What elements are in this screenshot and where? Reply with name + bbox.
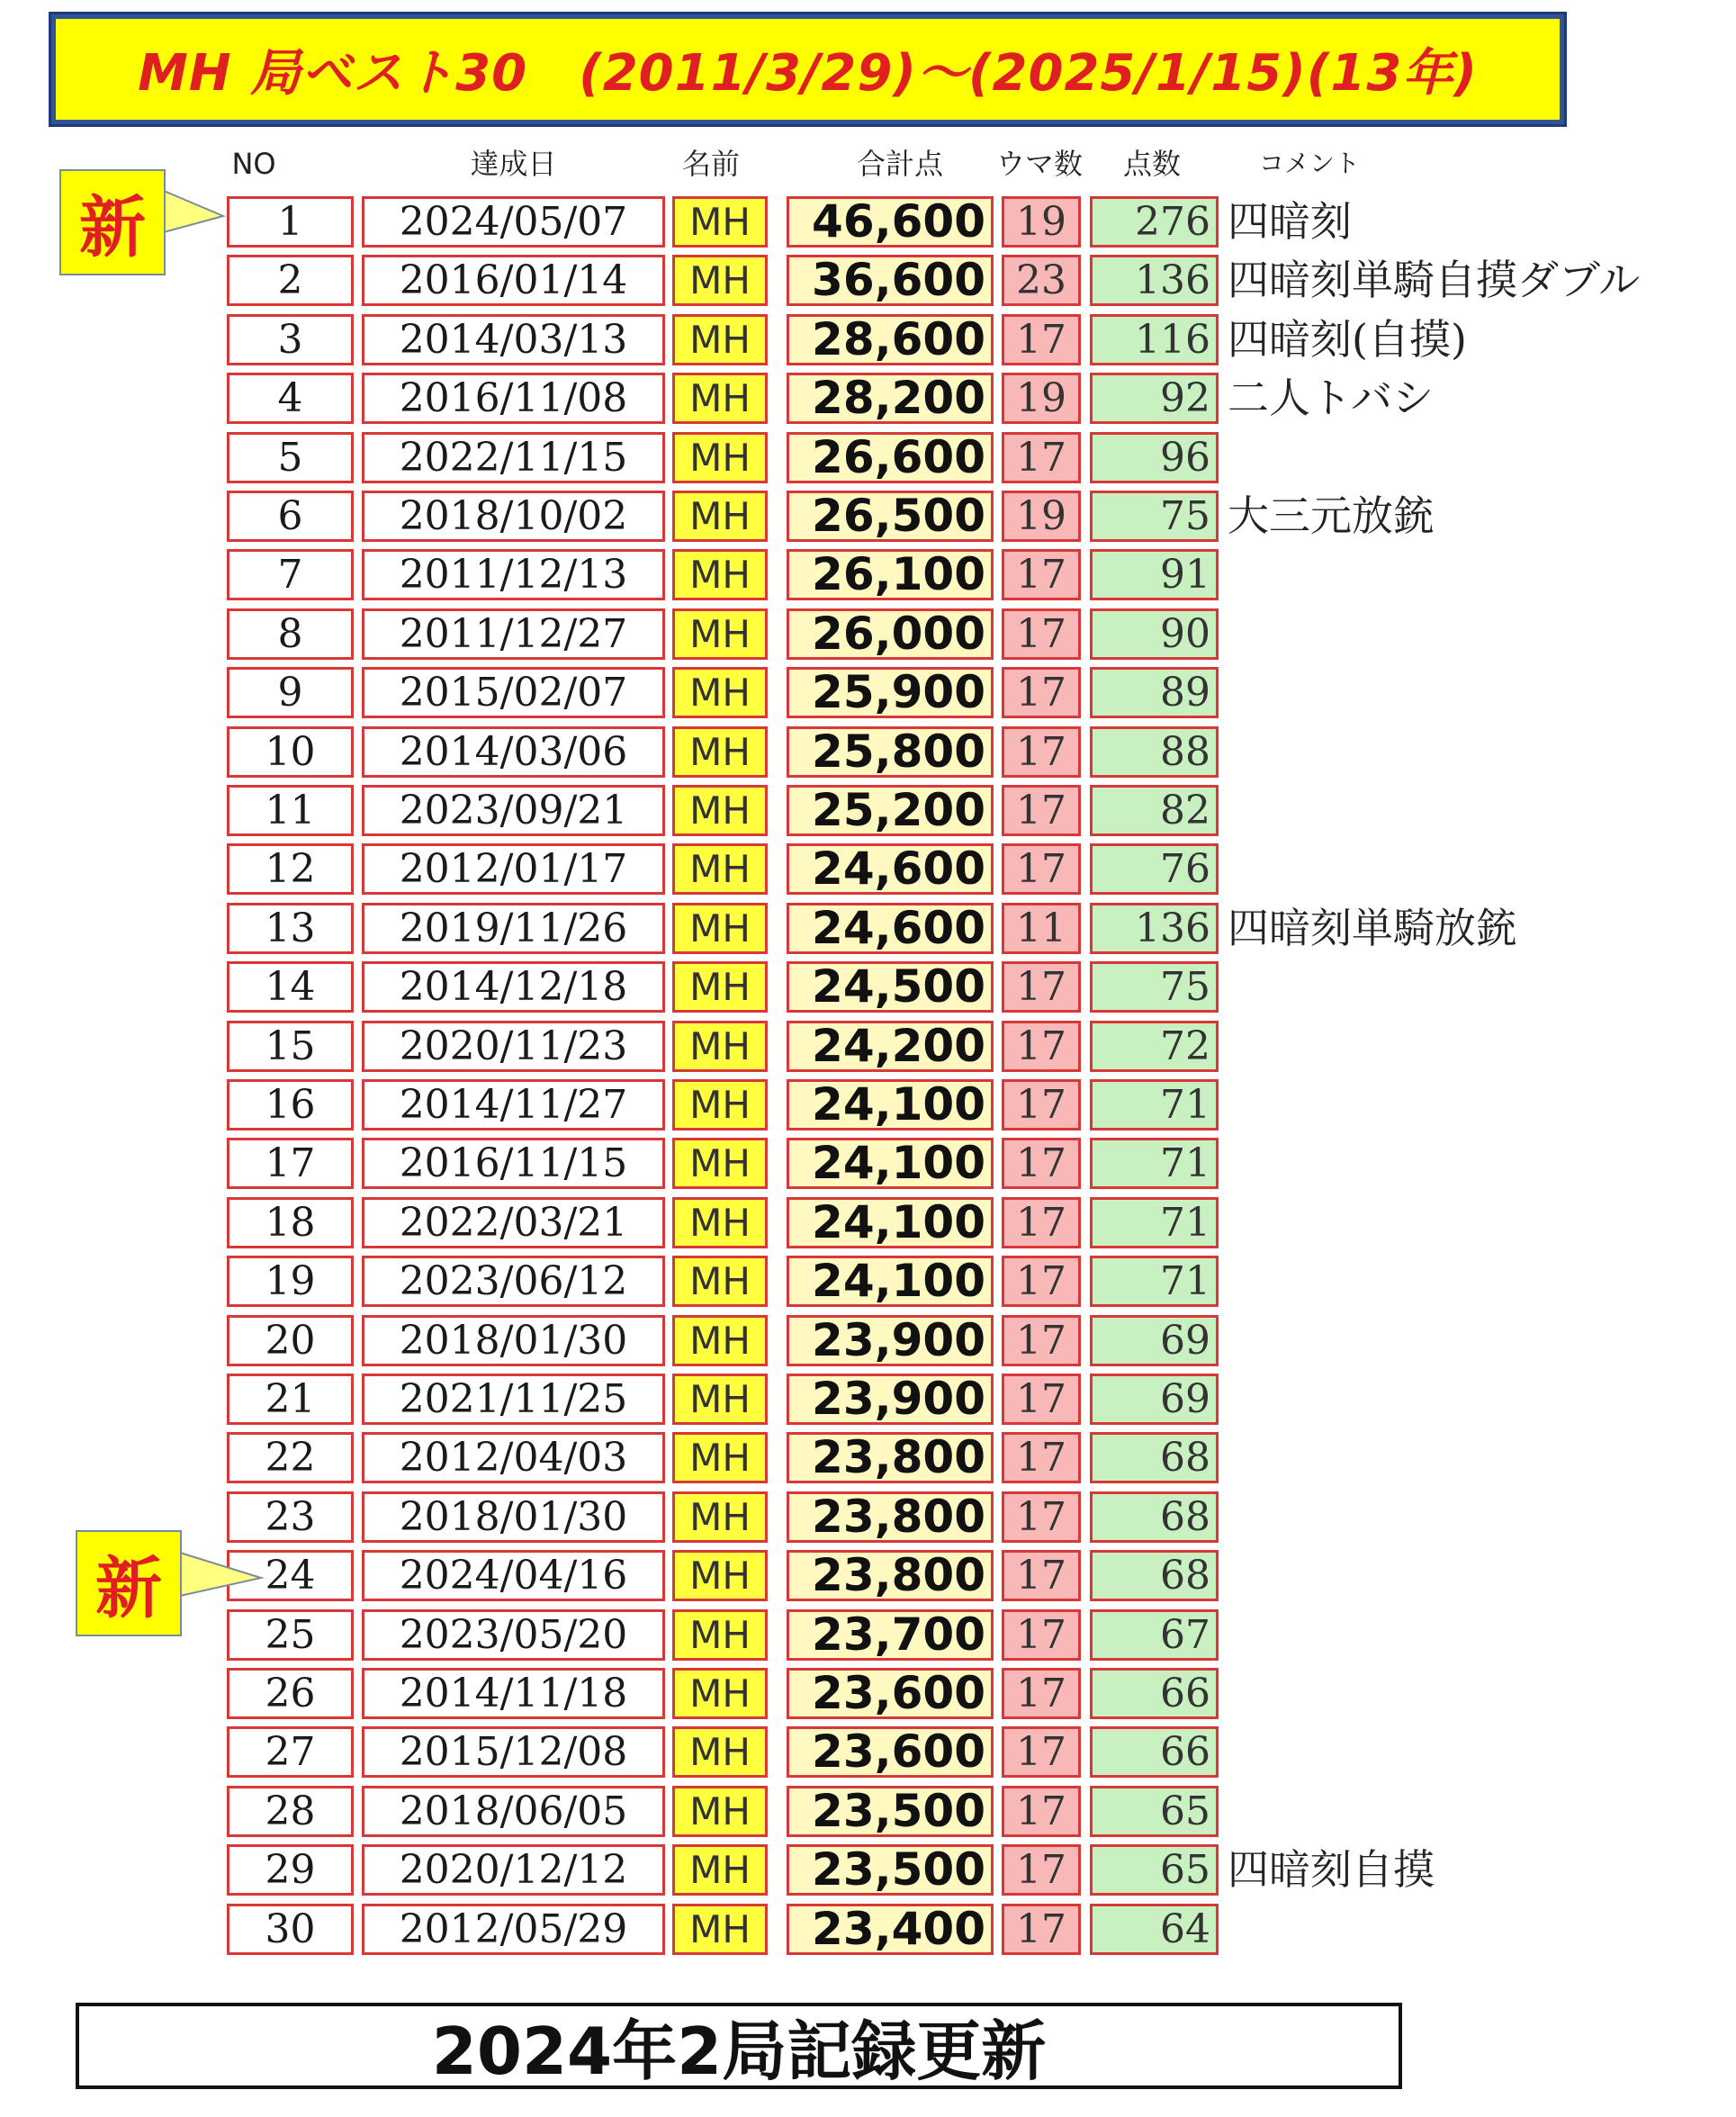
row-name: MH bbox=[672, 961, 768, 1013]
row-name: MH bbox=[672, 314, 768, 365]
row-points: 116 bbox=[1090, 314, 1219, 365]
row-no: 7 bbox=[227, 549, 354, 600]
row-points: 96 bbox=[1090, 432, 1219, 483]
row-date: 2022/11/15 bbox=[362, 432, 665, 483]
row-points: 64 bbox=[1090, 1904, 1219, 1955]
page-title: MH 局ベスト30 (2011/3/29)～(2025/1/15)(13年) bbox=[138, 44, 1478, 103]
row-total: 24,600 bbox=[787, 903, 994, 954]
row-total: 26,000 bbox=[787, 608, 994, 660]
row-name: MH bbox=[672, 1197, 768, 1248]
row-points: 71 bbox=[1090, 1079, 1219, 1131]
row-uma: 17 bbox=[1002, 1197, 1081, 1248]
row-uma: 17 bbox=[1002, 314, 1081, 365]
row-uma: 17 bbox=[1002, 667, 1081, 718]
row-no: 10 bbox=[227, 726, 354, 778]
row-uma: 19 bbox=[1002, 491, 1081, 542]
row-points: 136 bbox=[1090, 903, 1219, 954]
new-badge-2: 新 bbox=[76, 1530, 182, 1636]
row-points: 65 bbox=[1090, 1844, 1219, 1896]
row-total: 46,600 bbox=[787, 196, 994, 248]
row-points: 71 bbox=[1090, 1256, 1219, 1307]
row-comment: 四暗刻自摸 bbox=[1228, 1845, 1435, 1894]
row-total: 26,500 bbox=[787, 491, 994, 542]
row-name: MH bbox=[672, 843, 768, 895]
row-name: MH bbox=[672, 667, 768, 718]
header-no: NO bbox=[231, 147, 276, 181]
row-no: 28 bbox=[227, 1786, 354, 1837]
row-points: 89 bbox=[1090, 667, 1219, 718]
row-name: MH bbox=[672, 1315, 768, 1366]
row-date: 2012/01/17 bbox=[362, 843, 665, 895]
row-comment: 四暗刻(自摸) bbox=[1228, 315, 1467, 364]
row-no: 1 bbox=[227, 196, 354, 248]
row-name: MH bbox=[672, 255, 768, 306]
row-no: 15 bbox=[227, 1021, 354, 1072]
row-uma: 17 bbox=[1002, 1315, 1081, 1366]
row-date: 2018/01/30 bbox=[362, 1491, 665, 1543]
row-date: 2022/03/21 bbox=[362, 1197, 665, 1248]
row-total: 24,500 bbox=[787, 961, 994, 1013]
row-name: MH bbox=[672, 785, 768, 836]
row-uma: 17 bbox=[1002, 1256, 1081, 1307]
row-no: 2 bbox=[227, 255, 354, 306]
row-name: MH bbox=[672, 1844, 768, 1896]
header-uma: ウマ数 bbox=[995, 147, 1083, 181]
row-date: 2014/12/18 bbox=[362, 961, 665, 1013]
row-no: 26 bbox=[227, 1668, 354, 1719]
row-no: 3 bbox=[227, 314, 354, 365]
footer-banner bbox=[76, 2003, 1402, 2089]
row-date: 2018/10/02 bbox=[362, 491, 665, 542]
row-date: 2024/05/07 bbox=[362, 196, 665, 248]
row-date: 2012/05/29 bbox=[362, 1904, 665, 1955]
row-points: 90 bbox=[1090, 608, 1219, 660]
row-name: MH bbox=[672, 196, 768, 248]
row-date: 2016/01/14 bbox=[362, 255, 665, 306]
row-total: 26,100 bbox=[787, 549, 994, 600]
row-name: MH bbox=[672, 1374, 768, 1425]
row-name: MH bbox=[672, 903, 768, 954]
row-name: MH bbox=[672, 1256, 768, 1307]
row-points: 69 bbox=[1090, 1315, 1219, 1366]
row-total: 23,900 bbox=[787, 1315, 994, 1366]
row-uma: 17 bbox=[1002, 843, 1081, 895]
row-date: 2023/09/21 bbox=[362, 785, 665, 836]
row-uma: 19 bbox=[1002, 196, 1081, 248]
row-name: MH bbox=[672, 1138, 768, 1189]
row-total: 36,600 bbox=[787, 255, 994, 306]
row-uma: 17 bbox=[1002, 1786, 1081, 1837]
row-uma: 19 bbox=[1002, 373, 1081, 424]
header-date: 達成日 bbox=[470, 147, 557, 181]
row-no: 24 bbox=[227, 1550, 354, 1601]
row-no: 23 bbox=[227, 1491, 354, 1543]
row-total: 23,800 bbox=[787, 1550, 994, 1601]
header-points: 点数 bbox=[1122, 147, 1181, 181]
row-no: 19 bbox=[227, 1256, 354, 1307]
row-uma: 11 bbox=[1002, 903, 1081, 954]
title-banner bbox=[51, 14, 1564, 124]
row-name: MH bbox=[672, 549, 768, 600]
row-points: 91 bbox=[1090, 549, 1219, 600]
row-no: 18 bbox=[227, 1197, 354, 1248]
row-date: 2023/06/12 bbox=[362, 1256, 665, 1307]
row-total: 23,500 bbox=[787, 1844, 994, 1896]
row-no: 5 bbox=[227, 432, 354, 483]
row-name: MH bbox=[672, 1726, 768, 1778]
row-date: 2024/04/16 bbox=[362, 1550, 665, 1601]
row-total: 23,700 bbox=[787, 1609, 994, 1661]
row-no: 21 bbox=[227, 1374, 354, 1425]
row-date: 2015/02/07 bbox=[362, 667, 665, 718]
row-name: MH bbox=[672, 1079, 768, 1131]
new-badge-1: 新 bbox=[59, 169, 166, 275]
row-name: MH bbox=[672, 1550, 768, 1601]
row-date: 2018/06/05 bbox=[362, 1786, 665, 1837]
row-points: 82 bbox=[1090, 785, 1219, 836]
row-points: 136 bbox=[1090, 255, 1219, 306]
row-total: 23,800 bbox=[787, 1491, 994, 1543]
row-total: 24,100 bbox=[787, 1256, 994, 1307]
row-name: MH bbox=[672, 1609, 768, 1661]
row-name: MH bbox=[672, 491, 768, 542]
row-uma: 17 bbox=[1002, 1550, 1081, 1601]
row-points: 76 bbox=[1090, 843, 1219, 895]
row-total: 23,800 bbox=[787, 1432, 994, 1483]
row-name: MH bbox=[672, 1668, 768, 1719]
row-points: 75 bbox=[1090, 961, 1219, 1013]
row-uma: 17 bbox=[1002, 1021, 1081, 1072]
row-uma: 17 bbox=[1002, 432, 1081, 483]
row-uma: 17 bbox=[1002, 608, 1081, 660]
row-uma: 17 bbox=[1002, 726, 1081, 778]
row-date: 2021/11/25 bbox=[362, 1374, 665, 1425]
row-total: 24,100 bbox=[787, 1079, 994, 1131]
row-total: 23,600 bbox=[787, 1726, 994, 1778]
row-no: 27 bbox=[227, 1726, 354, 1778]
row-date: 2012/04/03 bbox=[362, 1432, 665, 1483]
row-total: 23,500 bbox=[787, 1786, 994, 1837]
row-date: 2020/11/23 bbox=[362, 1021, 665, 1072]
row-total: 23,600 bbox=[787, 1668, 994, 1719]
row-comment: 四暗刻単騎自摸ダブル bbox=[1228, 256, 1641, 304]
row-name: MH bbox=[672, 608, 768, 660]
header-comment: コメント bbox=[1258, 149, 1360, 178]
row-total: 25,900 bbox=[787, 667, 994, 718]
row-no: 13 bbox=[227, 903, 354, 954]
row-comment: 二人トバシ bbox=[1228, 374, 1435, 422]
row-points: 68 bbox=[1090, 1432, 1219, 1483]
row-points: 66 bbox=[1090, 1668, 1219, 1719]
row-no: 17 bbox=[227, 1138, 354, 1189]
row-no: 9 bbox=[227, 667, 354, 718]
row-points: 71 bbox=[1090, 1138, 1219, 1189]
row-no: 14 bbox=[227, 961, 354, 1013]
row-name: MH bbox=[672, 726, 768, 778]
row-total: 24,200 bbox=[787, 1021, 994, 1072]
row-name: MH bbox=[672, 1491, 768, 1543]
row-name: MH bbox=[672, 1432, 768, 1483]
row-uma: 17 bbox=[1002, 1844, 1081, 1896]
row-total: 24,100 bbox=[787, 1197, 994, 1248]
row-date: 2011/12/27 bbox=[362, 608, 665, 660]
row-no: 29 bbox=[227, 1844, 354, 1896]
new-badge-pointer-1 bbox=[164, 191, 223, 232]
header-total: 合計点 bbox=[856, 147, 943, 181]
row-date: 2023/05/20 bbox=[362, 1609, 665, 1661]
row-total: 24,600 bbox=[787, 843, 994, 895]
row-name: MH bbox=[672, 1786, 768, 1837]
row-total: 26,600 bbox=[787, 432, 994, 483]
row-points: 75 bbox=[1090, 491, 1219, 542]
row-points: 276 bbox=[1090, 196, 1219, 248]
row-date: 2014/03/13 bbox=[362, 314, 665, 365]
row-points: 71 bbox=[1090, 1197, 1219, 1248]
header-name: 名前 bbox=[681, 147, 740, 181]
row-uma: 23 bbox=[1002, 255, 1081, 306]
row-points: 88 bbox=[1090, 726, 1219, 778]
row-no: 25 bbox=[227, 1609, 354, 1661]
row-name: MH bbox=[672, 432, 768, 483]
row-total: 28,200 bbox=[787, 373, 994, 424]
row-comment: 四暗刻単騎放銃 bbox=[1228, 904, 1517, 952]
row-points: 72 bbox=[1090, 1021, 1219, 1072]
row-name: MH bbox=[672, 373, 768, 424]
row-comment: 大三元放銃 bbox=[1228, 491, 1435, 540]
row-no: 12 bbox=[227, 843, 354, 895]
row-points: 69 bbox=[1090, 1374, 1219, 1425]
row-uma: 17 bbox=[1002, 1432, 1081, 1483]
row-points: 67 bbox=[1090, 1609, 1219, 1661]
row-uma: 17 bbox=[1002, 1904, 1081, 1955]
row-points: 92 bbox=[1090, 373, 1219, 424]
row-date: 2014/11/27 bbox=[362, 1079, 665, 1131]
row-uma: 17 bbox=[1002, 1079, 1081, 1131]
row-date: 2015/12/08 bbox=[362, 1726, 665, 1778]
row-total: 25,200 bbox=[787, 785, 994, 836]
row-total: 23,400 bbox=[787, 1904, 994, 1955]
row-no: 6 bbox=[227, 491, 354, 542]
row-uma: 17 bbox=[1002, 1491, 1081, 1543]
footer-text: 2024年2局記録更新 bbox=[431, 2013, 1047, 2089]
row-no: 8 bbox=[227, 608, 354, 660]
row-points: 68 bbox=[1090, 1550, 1219, 1601]
row-uma: 17 bbox=[1002, 785, 1081, 836]
row-no: 11 bbox=[227, 785, 354, 836]
row-date: 2019/11/26 bbox=[362, 903, 665, 954]
row-no: 22 bbox=[227, 1432, 354, 1483]
row-uma: 17 bbox=[1002, 1668, 1081, 1719]
row-no: 16 bbox=[227, 1079, 354, 1131]
row-date: 2014/03/06 bbox=[362, 726, 665, 778]
row-no: 4 bbox=[227, 373, 354, 424]
row-uma: 17 bbox=[1002, 1609, 1081, 1661]
row-date: 2011/12/13 bbox=[362, 549, 665, 600]
row-date: 2018/01/30 bbox=[362, 1315, 665, 1366]
row-uma: 17 bbox=[1002, 549, 1081, 600]
row-no: 30 bbox=[227, 1904, 354, 1955]
row-uma: 17 bbox=[1002, 1726, 1081, 1778]
row-date: 2016/11/08 bbox=[362, 373, 665, 424]
row-uma: 17 bbox=[1002, 1374, 1081, 1425]
row-points: 68 bbox=[1090, 1491, 1219, 1543]
row-total: 25,800 bbox=[787, 726, 994, 778]
row-points: 66 bbox=[1090, 1726, 1219, 1778]
row-name: MH bbox=[672, 1021, 768, 1072]
row-date: 2020/12/12 bbox=[362, 1844, 665, 1896]
row-date: 2016/11/15 bbox=[362, 1138, 665, 1189]
row-total: 24,100 bbox=[787, 1138, 994, 1189]
row-uma: 17 bbox=[1002, 961, 1081, 1013]
row-total: 28,600 bbox=[787, 314, 994, 365]
row-total: 23,900 bbox=[787, 1374, 994, 1425]
row-comment: 四暗刻 bbox=[1228, 197, 1352, 246]
row-name: MH bbox=[672, 1904, 768, 1955]
row-uma: 17 bbox=[1002, 1138, 1081, 1189]
row-no: 20 bbox=[227, 1315, 354, 1366]
row-date: 2014/11/18 bbox=[362, 1668, 665, 1719]
row-points: 65 bbox=[1090, 1786, 1219, 1837]
